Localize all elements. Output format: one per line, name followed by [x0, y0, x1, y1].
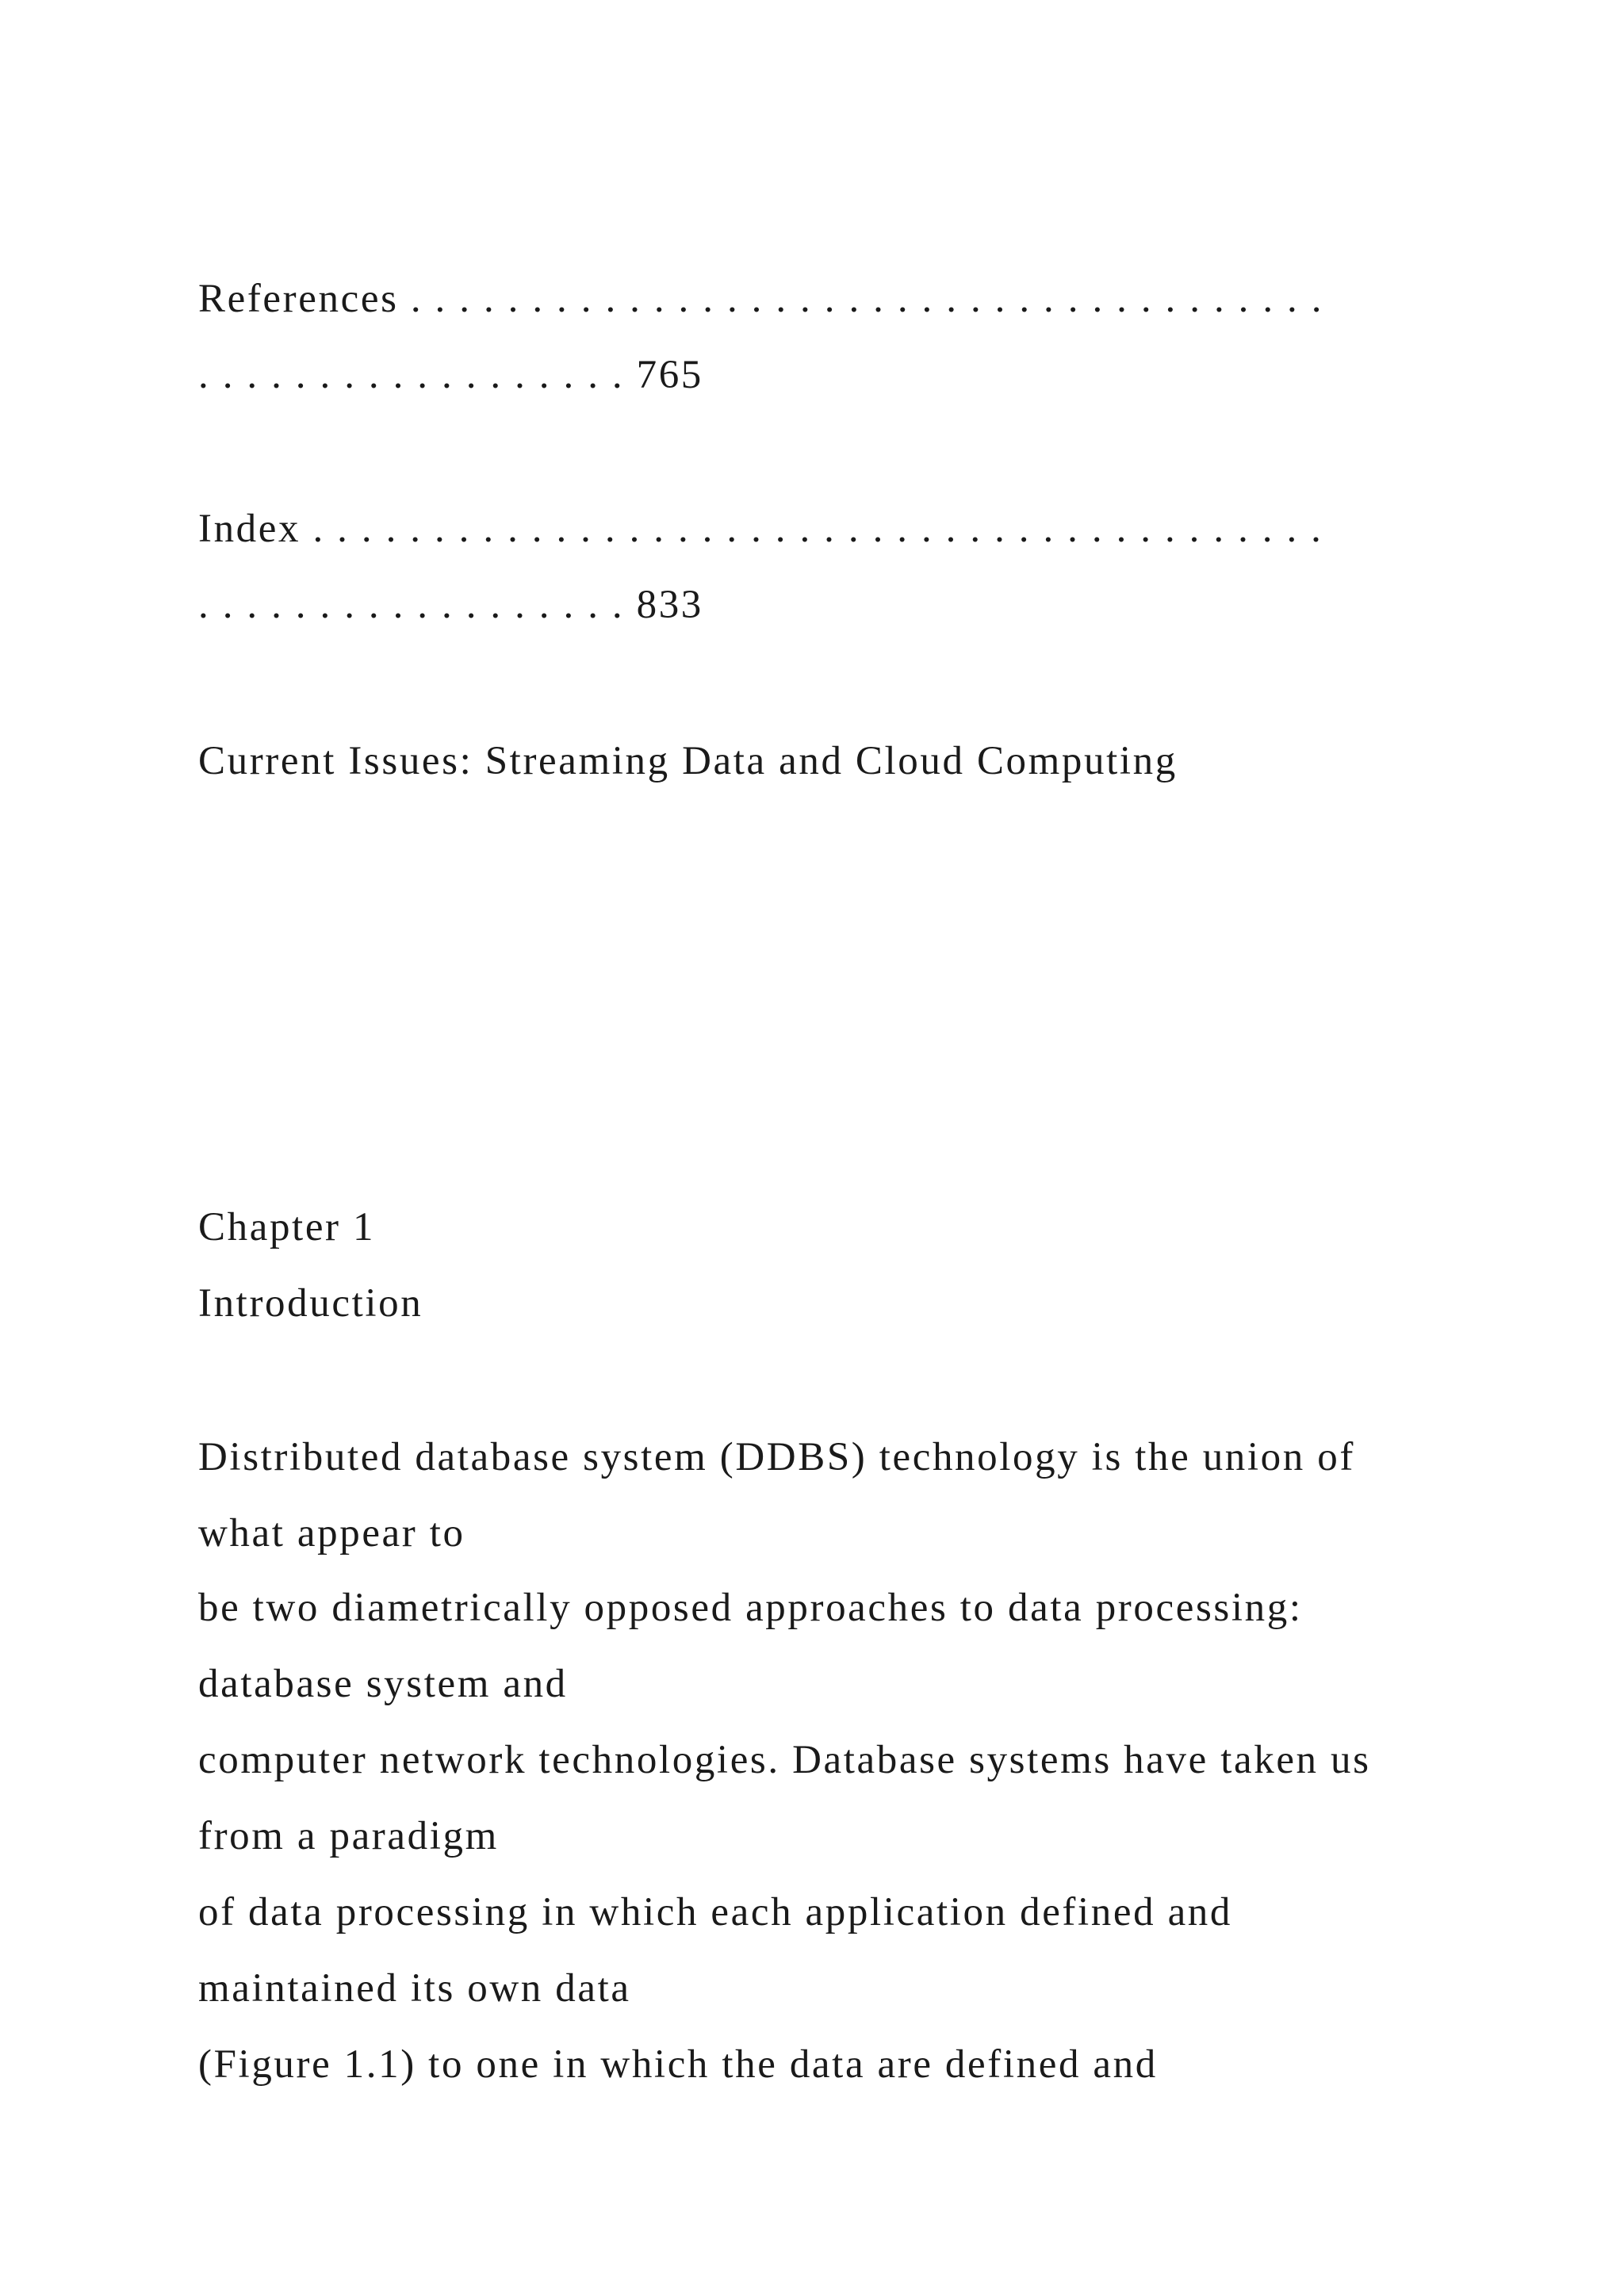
- toc-entry-references-page: . . . . . . . . . . . . . . . . . . 765: [198, 353, 703, 397]
- body-line: maintained its own data: [198, 1966, 631, 2011]
- body-line: Distributed database system (DDBS) technology is the union of: [198, 1435, 1355, 1479]
- body-line: be two diametrically opposed approaches to data processing:: [198, 1586, 1303, 1630]
- body-line: (Figure 1.1) to one in which the data are defined and: [198, 2042, 1158, 2087]
- toc-entry-index-page: . . . . . . . . . . . . . . . . . . 833: [198, 583, 703, 627]
- toc-entry-references: References . . . . . . . . . . . . . . . . . . . . . . . . . . . . . . . . . . . . . .: [198, 277, 1324, 321]
- body-line: what appear to: [198, 1511, 465, 1556]
- chapter-number: Chapter 1: [198, 1205, 376, 1249]
- body-line: from a paradigm: [198, 1814, 499, 1858]
- running-title: Current Issues: Streaming Data and Cloud Computing: [198, 739, 1178, 783]
- body-line: of data processing in which each application defined and: [198, 1890, 1233, 1934]
- toc-entry-index: Index . . . . . . . . . . . . . . . . . . . . . . . . . . . . . . . . . . . . . . . . . .: [198, 507, 1323, 551]
- chapter-title: Introduction: [198, 1281, 423, 1326]
- body-line: database system and: [198, 1662, 568, 1706]
- body-line: computer network technologies. Database systems have taken us: [198, 1738, 1371, 1782]
